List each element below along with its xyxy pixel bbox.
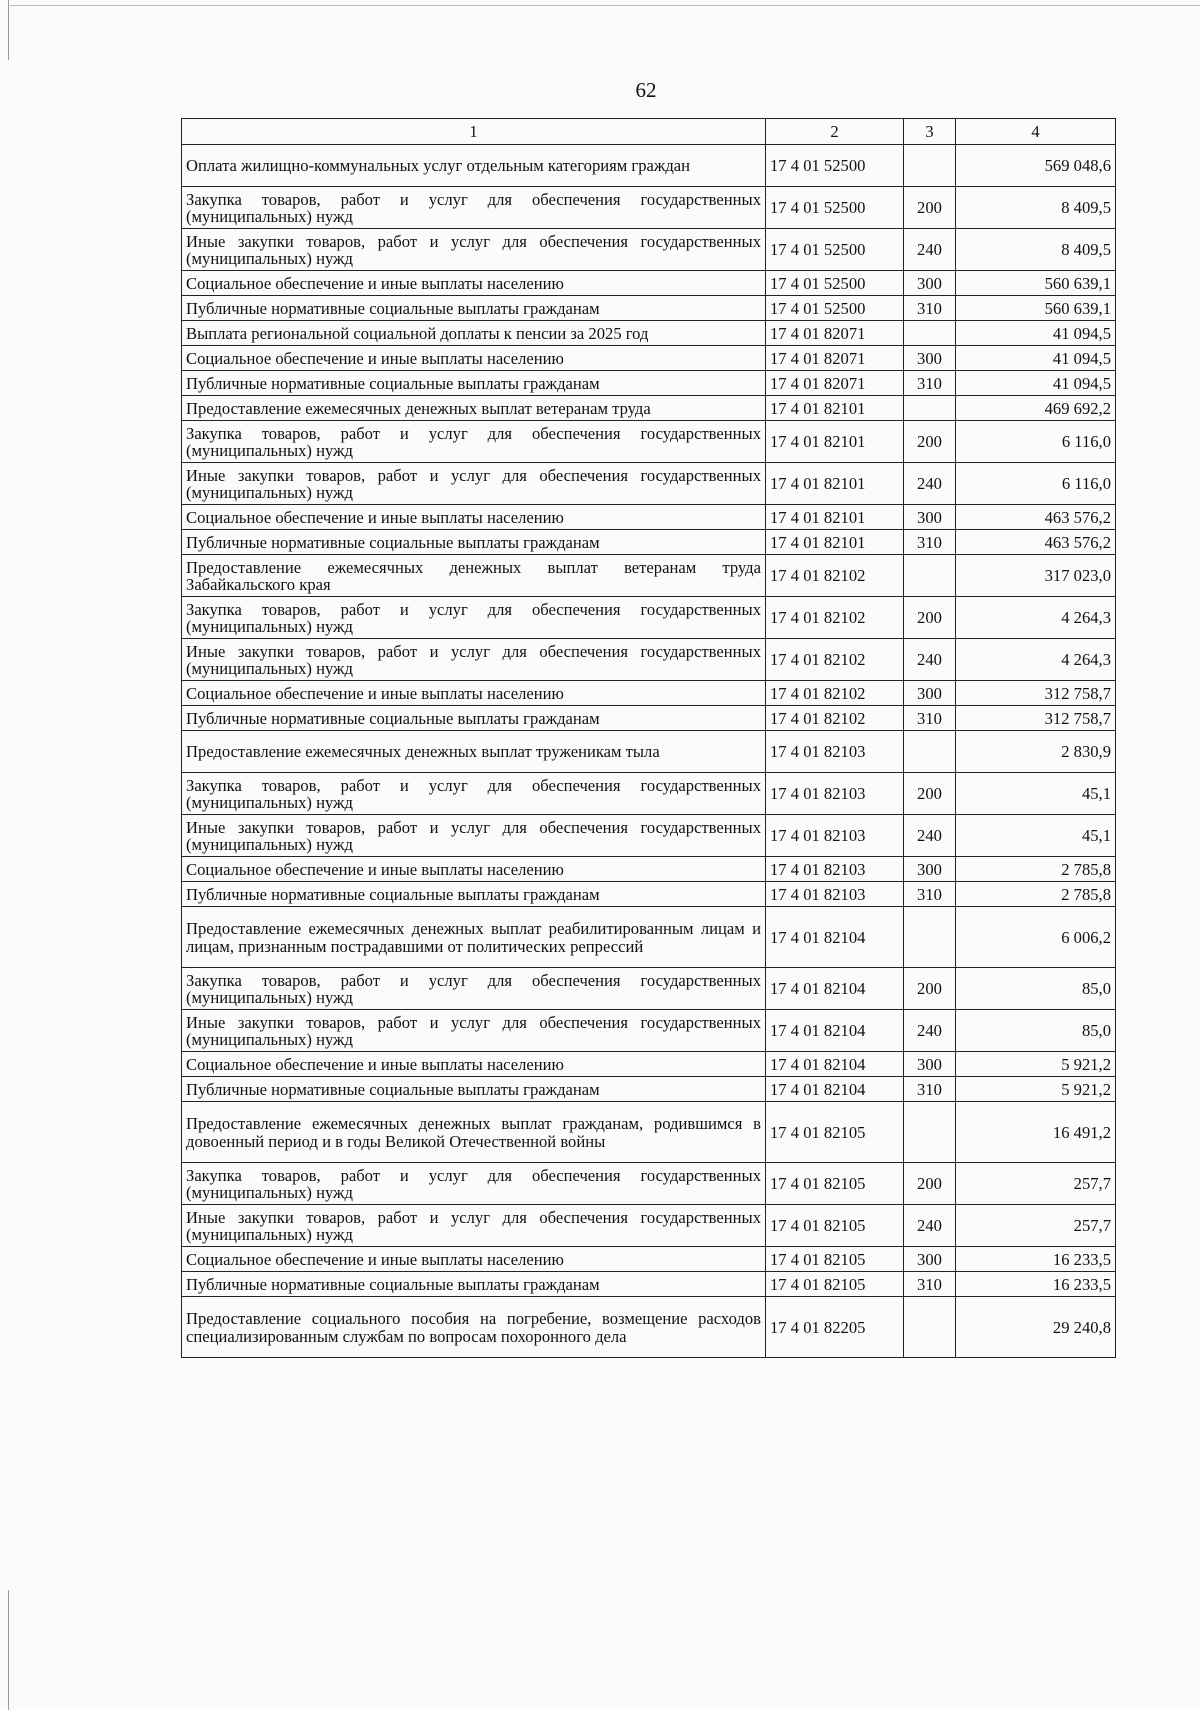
- row-code-cell: 17 4 01 82104: [766, 1052, 904, 1077]
- row-sum-cell: 8 409,5: [956, 229, 1116, 271]
- row-name-cell: Иные закупки товаров, работ и услуг для обеспечения государственных (муниципальных) нужд: [182, 463, 766, 505]
- row-sum-cell: 85,0: [956, 1010, 1116, 1052]
- row-expense-type-cell: [904, 145, 956, 187]
- row-sum-cell: 85,0: [956, 968, 1116, 1010]
- row-sum-cell: 41 094,5: [956, 321, 1116, 346]
- row-expense-type-cell: 310: [904, 1272, 956, 1297]
- row-expense-type-cell: 310: [904, 1077, 956, 1102]
- row-name-cell: Предоставление социального пособия на погребение, возмещение расходов специализированным службам по вопросам похоронного дела: [182, 1297, 766, 1358]
- table-row: [182, 907, 1116, 968]
- row-name-cell: Иные закупки товаров, работ и услуг для обеспечения государственных (муниципальных) нужд: [182, 1010, 766, 1052]
- row-sum-cell: 16 491,2: [956, 1102, 1116, 1163]
- row-expense-type-cell: 310: [904, 882, 956, 907]
- table-header-row: [182, 119, 1116, 145]
- row-sum-cell: 6 006,2: [956, 907, 1116, 968]
- row-name-cell: Публичные нормативные социальные выплаты гражданам: [182, 1077, 766, 1102]
- row-code-cell: 17 4 01 82103: [766, 773, 904, 815]
- row-sum-cell: 257,7: [956, 1205, 1116, 1247]
- row-sum-cell: 2 830,9: [956, 731, 1116, 773]
- row-sum-cell: 317 023,0: [956, 555, 1116, 597]
- row-name-cell: Выплата региональной социальной доплаты к пенсии за 2025 год: [182, 321, 766, 346]
- row-name-cell: Предоставление ежемесячных денежных выплат ветеранам труда Забайкальского края: [182, 555, 766, 597]
- row-name-cell: Предоставление ежемесячных денежных выплат ветеранам труда: [182, 396, 766, 421]
- table-row: [182, 815, 1116, 857]
- row-code-cell: 17 4 01 82104: [766, 968, 904, 1010]
- column-header-name: 1: [182, 119, 766, 145]
- row-sum-cell: 2 785,8: [956, 882, 1116, 907]
- table-row: [182, 371, 1116, 396]
- row-code-cell: 17 4 01 82104: [766, 1010, 904, 1052]
- row-expense-type-cell: 310: [904, 706, 956, 731]
- table-row: [182, 145, 1116, 187]
- row-name-cell: Иные закупки товаров, работ и услуг для обеспечения государственных (муниципальных) нужд: [182, 229, 766, 271]
- row-name-cell: Социальное обеспечение и иные выплаты населению: [182, 681, 766, 706]
- row-name-cell: Закупка товаров, работ и услуг для обеспечения государственных (муниципальных) нужд: [182, 187, 766, 229]
- table-row: [182, 706, 1116, 731]
- table-row: [182, 1077, 1116, 1102]
- row-expense-type-cell: 300: [904, 1052, 956, 1077]
- row-sum-cell: 16 233,5: [956, 1247, 1116, 1272]
- row-expense-type-cell: 200: [904, 597, 956, 639]
- row-code-cell: 17 4 01 82103: [766, 857, 904, 882]
- row-name-cell: Закупка товаров, работ и услуг для обеспечения государственных (муниципальных) нужд: [182, 421, 766, 463]
- row-expense-type-cell: 200: [904, 773, 956, 815]
- row-name-cell: Социальное обеспечение и иные выплаты населению: [182, 1247, 766, 1272]
- row-sum-cell: 6 116,0: [956, 421, 1116, 463]
- row-code-cell: 17 4 01 82101: [766, 396, 904, 421]
- row-sum-cell: 463 576,2: [956, 505, 1116, 530]
- row-code-cell: 17 4 01 82105: [766, 1163, 904, 1205]
- table-row: [182, 1272, 1116, 1297]
- row-name-cell: Социальное обеспечение и иные выплаты населению: [182, 346, 766, 371]
- row-code-cell: 17 4 01 82103: [766, 882, 904, 907]
- table-row: [182, 1102, 1116, 1163]
- row-code-cell: 17 4 01 82102: [766, 597, 904, 639]
- row-expense-type-cell: [904, 1102, 956, 1163]
- table-row: [182, 597, 1116, 639]
- row-expense-type-cell: 240: [904, 463, 956, 505]
- table-row: [182, 1297, 1116, 1358]
- row-expense-type-cell: 200: [904, 421, 956, 463]
- row-code-cell: 17 4 01 82071: [766, 371, 904, 396]
- scan-edge-line: [8, 1590, 9, 1710]
- row-name-cell: Публичные нормативные социальные выплаты гражданам: [182, 706, 766, 731]
- row-sum-cell: 463 576,2: [956, 530, 1116, 555]
- row-sum-cell: 6 116,0: [956, 463, 1116, 505]
- row-code-cell: 17 4 01 52500: [766, 229, 904, 271]
- row-sum-cell: 469 692,2: [956, 396, 1116, 421]
- row-name-cell: Закупка товаров, работ и услуг для обеспечения государственных (муниципальных) нужд: [182, 968, 766, 1010]
- row-sum-cell: 4 264,3: [956, 597, 1116, 639]
- row-expense-type-cell: [904, 1297, 956, 1358]
- row-code-cell: 17 4 01 82104: [766, 907, 904, 968]
- row-code-cell: 17 4 01 82105: [766, 1272, 904, 1297]
- table-row: [182, 321, 1116, 346]
- row-expense-type-cell: 310: [904, 371, 956, 396]
- row-expense-type-cell: [904, 555, 956, 597]
- table-row: [182, 271, 1116, 296]
- row-sum-cell: 4 264,3: [956, 639, 1116, 681]
- table-row: [182, 681, 1116, 706]
- row-sum-cell: 312 758,7: [956, 681, 1116, 706]
- row-name-cell: Закупка товаров, работ и услуг для обеспечения государственных (муниципальных) нужд: [182, 1163, 766, 1205]
- row-code-cell: 17 4 01 82102: [766, 681, 904, 706]
- scan-top-line: [10, 5, 1200, 6]
- row-name-cell: Публичные нормативные социальные выплаты гражданам: [182, 882, 766, 907]
- row-name-cell: Закупка товаров, работ и услуг для обеспечения государственных (муниципальных) нужд: [182, 597, 766, 639]
- table-row: [182, 857, 1116, 882]
- row-code-cell: 17 4 01 82105: [766, 1247, 904, 1272]
- table-row: [182, 396, 1116, 421]
- row-code-cell: 17 4 01 82101: [766, 421, 904, 463]
- row-name-cell: Публичные нормативные социальные выплаты гражданам: [182, 1272, 766, 1297]
- row-expense-type-cell: [904, 396, 956, 421]
- row-sum-cell: 560 639,1: [956, 271, 1116, 296]
- row-code-cell: 17 4 01 82103: [766, 815, 904, 857]
- row-expense-type-cell: 240: [904, 1010, 956, 1052]
- row-expense-type-cell: 240: [904, 639, 956, 681]
- table-row: [182, 530, 1116, 555]
- row-code-cell: 17 4 01 82104: [766, 1077, 904, 1102]
- row-name-cell: Социальное обеспечение и иные выплаты населению: [182, 271, 766, 296]
- row-expense-type-cell: 300: [904, 346, 956, 371]
- table-row: [182, 555, 1116, 597]
- row-sum-cell: 2 785,8: [956, 857, 1116, 882]
- row-name-cell: Социальное обеспечение и иные выплаты населению: [182, 857, 766, 882]
- row-name-cell: Иные закупки товаров, работ и услуг для обеспечения государственных (муниципальных) нужд: [182, 639, 766, 681]
- row-expense-type-cell: [904, 321, 956, 346]
- table-row: [182, 1052, 1116, 1077]
- row-name-cell: Предоставление ежемесячных денежных выплат реабилитированным лицам и лицам, признанным пострадавшими от политических репрессий: [182, 907, 766, 968]
- column-header-code: 2: [766, 119, 904, 145]
- row-expense-type-cell: 240: [904, 1205, 956, 1247]
- table-row: [182, 773, 1116, 815]
- row-name-cell: Закупка товаров, работ и услуг для обеспечения государственных (муниципальных) нужд: [182, 773, 766, 815]
- row-sum-cell: 29 240,8: [956, 1297, 1116, 1358]
- row-sum-cell: 312 758,7: [956, 706, 1116, 731]
- row-code-cell: 17 4 01 82101: [766, 530, 904, 555]
- table-row: [182, 1205, 1116, 1247]
- row-expense-type-cell: 300: [904, 271, 956, 296]
- row-expense-type-cell: 240: [904, 815, 956, 857]
- column-header-sum: 4: [956, 119, 1116, 145]
- table-row: [182, 639, 1116, 681]
- row-code-cell: 17 4 01 52500: [766, 296, 904, 321]
- row-name-cell: Иные закупки товаров, работ и услуг для обеспечения государственных (муниципальных) нужд: [182, 1205, 766, 1247]
- page-number: 62: [635, 78, 657, 102]
- row-code-cell: 17 4 01 82101: [766, 463, 904, 505]
- row-name-cell: Публичные нормативные социальные выплаты гражданам: [182, 530, 766, 555]
- row-name-cell: Предоставление ежемесячных денежных выплат труженикам тыла: [182, 731, 766, 773]
- row-sum-cell: 41 094,5: [956, 346, 1116, 371]
- table-row: [182, 463, 1116, 505]
- row-name-cell: Публичные нормативные социальные выплаты гражданам: [182, 296, 766, 321]
- row-code-cell: 17 4 01 82103: [766, 731, 904, 773]
- row-sum-cell: 257,7: [956, 1163, 1116, 1205]
- table-row: [182, 882, 1116, 907]
- row-name-cell: Предоставление ежемесячных денежных выплат гражданам, родившимся в довоенный период и в годы Великой Отечественной войны: [182, 1102, 766, 1163]
- table-body: [182, 145, 1116, 1358]
- row-code-cell: 17 4 01 52500: [766, 271, 904, 296]
- row-expense-type-cell: 200: [904, 968, 956, 1010]
- scan-edge-line: [8, 0, 9, 60]
- row-sum-cell: 5 921,2: [956, 1052, 1116, 1077]
- row-sum-cell: 45,1: [956, 773, 1116, 815]
- row-name-cell: Социальное обеспечение и иные выплаты населению: [182, 505, 766, 530]
- row-code-cell: 17 4 01 82101: [766, 505, 904, 530]
- budget-table: [181, 118, 1116, 1358]
- row-code-cell: 17 4 01 82102: [766, 706, 904, 731]
- row-code-cell: 17 4 01 82102: [766, 639, 904, 681]
- table-row: [182, 731, 1116, 773]
- row-sum-cell: 16 233,5: [956, 1272, 1116, 1297]
- row-expense-type-cell: [904, 731, 956, 773]
- row-sum-cell: 560 639,1: [956, 296, 1116, 321]
- row-code-cell: 17 4 01 82071: [766, 346, 904, 371]
- row-sum-cell: 41 094,5: [956, 371, 1116, 396]
- row-expense-type-cell: [904, 907, 956, 968]
- row-expense-type-cell: 200: [904, 1163, 956, 1205]
- table-row: [182, 968, 1116, 1010]
- row-code-cell: 17 4 01 82105: [766, 1102, 904, 1163]
- row-sum-cell: 569 048,6: [956, 145, 1116, 187]
- row-sum-cell: 45,1: [956, 815, 1116, 857]
- row-code-cell: 17 4 01 82205: [766, 1297, 904, 1358]
- table-row: [182, 1163, 1116, 1205]
- row-code-cell: 17 4 01 52500: [766, 145, 904, 187]
- row-code-cell: 17 4 01 52500: [766, 187, 904, 229]
- table-row: [182, 505, 1116, 530]
- row-expense-type-cell: 200: [904, 187, 956, 229]
- row-name-cell: Оплата жилищно-коммунальных услуг отдельным категориям граждан: [182, 145, 766, 187]
- table-row: [182, 1010, 1116, 1052]
- row-name-cell: Публичные нормативные социальные выплаты гражданам: [182, 371, 766, 396]
- row-name-cell: Социальное обеспечение и иные выплаты населению: [182, 1052, 766, 1077]
- row-sum-cell: 8 409,5: [956, 187, 1116, 229]
- row-expense-type-cell: 240: [904, 229, 956, 271]
- row-expense-type-cell: 310: [904, 530, 956, 555]
- row-code-cell: 17 4 01 82105: [766, 1205, 904, 1247]
- row-code-cell: 17 4 01 82102: [766, 555, 904, 597]
- row-expense-type-cell: 300: [904, 681, 956, 706]
- row-expense-type-cell: 300: [904, 1247, 956, 1272]
- row-name-cell: Иные закупки товаров, работ и услуг для обеспечения государственных (муниципальных) нужд: [182, 815, 766, 857]
- table-row: [182, 1247, 1116, 1272]
- table-row: [182, 346, 1116, 371]
- row-sum-cell: 5 921,2: [956, 1077, 1116, 1102]
- row-code-cell: 17 4 01 82071: [766, 321, 904, 346]
- table-row: [182, 229, 1116, 271]
- row-expense-type-cell: 310: [904, 296, 956, 321]
- row-expense-type-cell: 300: [904, 505, 956, 530]
- table-row: [182, 421, 1116, 463]
- table-row: [182, 187, 1116, 229]
- column-header-expense-type: 3: [904, 119, 956, 145]
- table-row: [182, 296, 1116, 321]
- row-expense-type-cell: 300: [904, 857, 956, 882]
